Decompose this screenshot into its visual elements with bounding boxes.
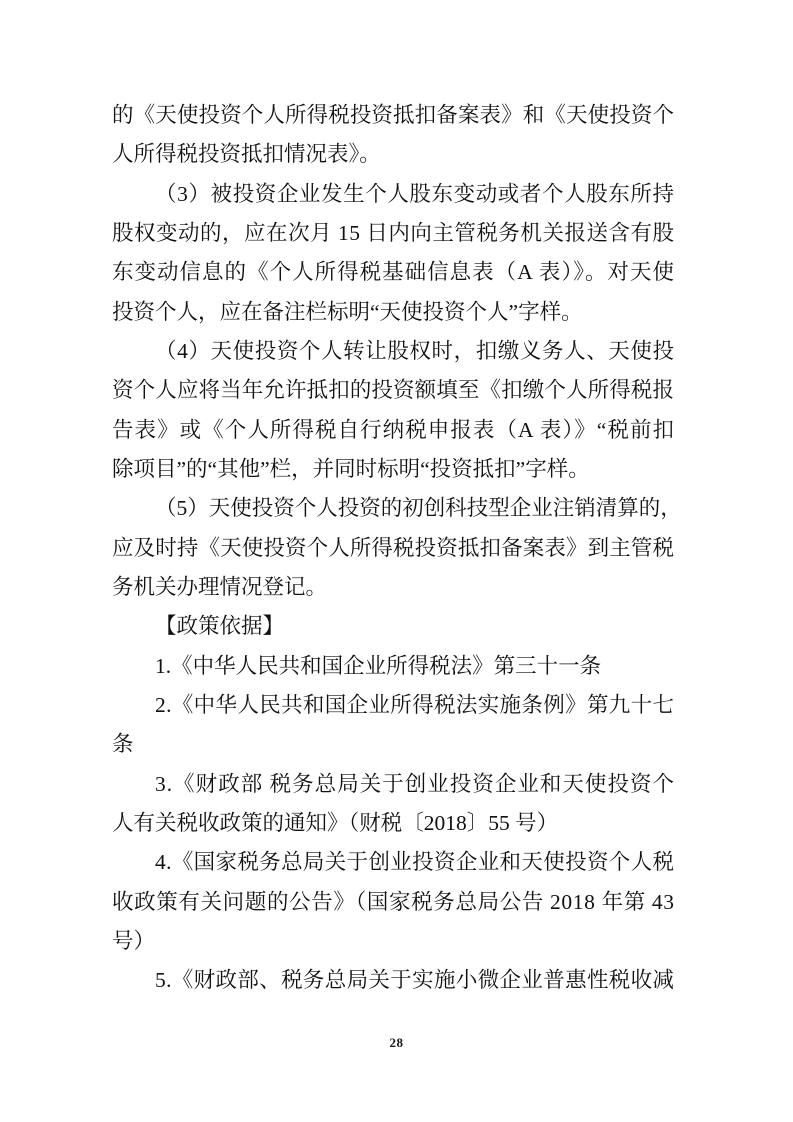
text-line-content: 号） <box>112 928 156 953</box>
text-line <box>112 214 674 253</box>
text-line-content: （4）天使投资个人转让股权时，扣缴义务人、天使投 <box>155 338 675 363</box>
text-line <box>112 293 674 332</box>
text-line <box>112 647 674 686</box>
text-line <box>112 765 674 804</box>
text-line <box>112 96 674 135</box>
text-line-content: 1.《中华人民共和国企业所得税法》第三十一条 <box>155 653 602 678</box>
text-line <box>112 489 682 528</box>
text-line-content: 人所得税投资抵扣情况表》。 <box>112 142 381 167</box>
text-line-content: 的《天使投资个人所得税投资抵扣备案表》和《天使投资个 <box>112 103 675 127</box>
text-line <box>112 175 674 214</box>
text-line <box>112 450 674 489</box>
text-line-content: 除项目”的“其他”栏，并同时标明“投资抵扣”字样。 <box>112 456 590 481</box>
text-line <box>112 607 674 646</box>
text-line-content: （5）天使投资个人投资的初创科技型企业注销清算的， <box>155 496 682 521</box>
text-line-content: 东变动信息的《个人所得税基础信息表（A 表）》。对天使 <box>112 260 676 285</box>
text-line <box>112 804 674 843</box>
page-number: 28 <box>389 1035 404 1050</box>
text-line-content: 【政策依据】 <box>155 614 285 639</box>
text-line-content: 5.《财政部、税务总局关于实施小微企业普惠性税收减 <box>155 968 675 993</box>
text-line <box>112 843 674 882</box>
text-line <box>112 253 674 292</box>
text-line-content: 务机关办理情况登记。 <box>112 574 328 599</box>
text-line <box>112 529 674 568</box>
text-line-content: 投资个人，应在备注栏标明“天使投资个人”字样。 <box>112 299 583 324</box>
text-line <box>112 922 674 961</box>
text-line-content: 3.《财政部 税务总局关于创业投资企业和天使投资个 <box>155 771 676 796</box>
text-line <box>112 725 674 764</box>
text-line-content: 条 <box>112 732 134 757</box>
text-line <box>112 686 674 725</box>
text-line <box>112 371 674 410</box>
text-line-content: （3）被投资企业发生个人股东变动或者个人股东所持 <box>155 181 675 206</box>
text-line-content: 人有关税收政策的通知》（财税〔2018〕55 号） <box>112 810 559 835</box>
text-line-content: 告表》或《个人所得税自行纳税申报表（A 表）》“税前扣 <box>112 417 676 442</box>
text-line <box>112 135 674 174</box>
text-line <box>112 411 674 450</box>
text-line-content: 4.《国家税务总局关于创业投资企业和天使投资个人税 <box>155 850 675 875</box>
text-line <box>112 961 674 1000</box>
text-line-content: 资个人应将当年允许抵扣的投资额填至《扣缴个人所得税报 <box>112 378 675 403</box>
text-line-content: 收政策有关问题的公告》（国家税务总局公告 2018 年第 43 <box>112 889 675 914</box>
text-line <box>112 568 674 607</box>
text-line <box>112 883 674 922</box>
document-lines <box>112 96 682 1001</box>
text-line-content: 应及时持《天使投资个人所得税投资抵扣备案表》到主管税 <box>112 535 675 560</box>
text-line-content: 2.《中华人民共和国企业所得税法实施条例》第九十七 <box>155 692 675 717</box>
text-line <box>112 332 674 371</box>
text-line-content: 股权变动的，应在次月 15 日内向主管税务机关报送含有股 <box>112 220 675 245</box>
